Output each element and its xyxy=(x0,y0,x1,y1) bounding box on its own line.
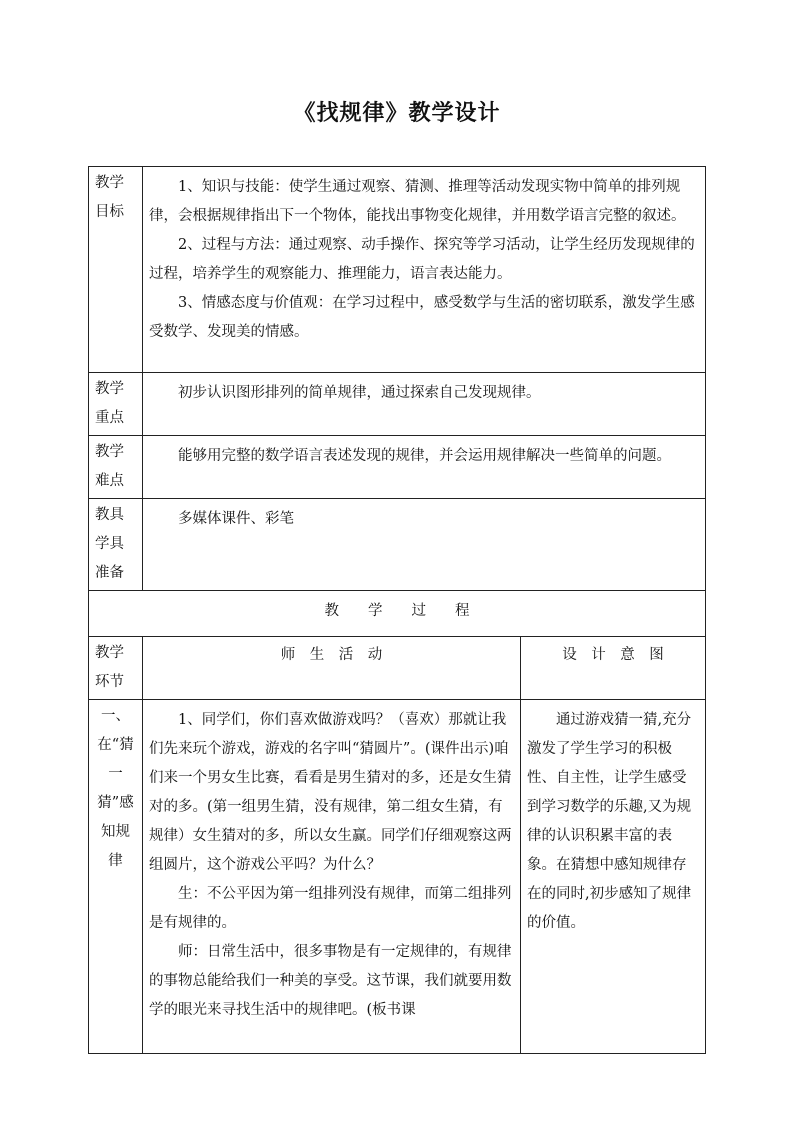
stage-column-header: 教学环节 xyxy=(89,637,143,700)
stage1-label: 一、在“猜一猜”感知规律 xyxy=(89,700,143,1054)
objectives-label: 教学目标 xyxy=(89,167,143,373)
objectives-row xyxy=(89,167,706,373)
document-title: 《找规律》教学设计 xyxy=(293,100,501,126)
stage1-activity-student: 生：不公平因为第一组排列没有规律，而第二组排列是有规律的。 xyxy=(149,886,512,931)
stage1-activity-game: 1、同学们，你们喜欢做游戏吗？（喜欢）那就让我们先来玩个游戏，游戏的名字叫“猜圆片”。(课件出示)咱们来一个男女生比赛，看看是男生猜对的多，还是女生猜对的多。(第一组男生猜，没有规律，第二组女生猜，有规律）女生猜对的多，所以女生赢。同学们仔细观察这两组圆片，这个游戏公平吗？为什么？ xyxy=(149,712,512,873)
difficulties-label: 教学难点 xyxy=(89,436,143,499)
stage1-activity xyxy=(143,700,521,1054)
objectives-content xyxy=(143,167,706,373)
key-points-row xyxy=(89,373,706,436)
key-points-content: 初步认识图形排列的简单规律，通过探索自己发现规律。 xyxy=(143,373,706,436)
difficulties-content: 能够用完整的数学语言表述发现的规律，并会运用规律解决一些简单的问题。 xyxy=(143,436,706,499)
process-header: 教 学 过 程 xyxy=(89,591,706,637)
stage1-activity-teacher: 师：日常生活中，很多事物是有一定规律的，有规律的事物总能给我们一种美的享受。这节课，我们就要用数学的眼光来寻找生活中的规律吧。(板书课 xyxy=(149,944,512,1018)
materials-content: 多媒体课件、彩笔 xyxy=(143,499,706,591)
materials-row xyxy=(89,499,706,591)
stage1-row xyxy=(89,700,706,1054)
difficulties-row xyxy=(89,436,706,499)
stage1-intent: 通过游戏猜一猜,充分激发了学生学习的积极性、自主性，让学生感受到学习数学的乐趣,又为规律的认识积累丰富的表象。在猜想中感知规律存在的同时,初步感知了规律的价值。 xyxy=(521,700,706,1054)
intent-column-header: 设 计 意 图 xyxy=(521,637,706,700)
materials-label: 教具学具准备 xyxy=(89,499,143,591)
column-header-row xyxy=(89,637,706,700)
lesson-plan-table xyxy=(88,166,706,1054)
process-header-row xyxy=(89,591,706,637)
key-points-label: 教学重点 xyxy=(89,373,143,436)
objective-attitude: 3、情感态度与价值观：在学习过程中，感受数学与生活的密切联系，激发学生感受数学、发现美的情感。 xyxy=(149,295,695,340)
objective-knowledge: 1、知识与技能：使学生通过观察、猜测、推理等活动发现实物中简单的排列规律，会根据规律指出下一个物体，能找出事物变化规律，并用数学语言完整的叙述。 xyxy=(149,179,686,224)
activity-column-header: 师 生 活 动 xyxy=(143,637,521,700)
objective-process: 2、过程与方法：通过观察、动手操作、探究等学习活动，让学生经历发现规律的过程，培养学生的观察能力、推理能力，语言表达能力。 xyxy=(149,237,695,282)
